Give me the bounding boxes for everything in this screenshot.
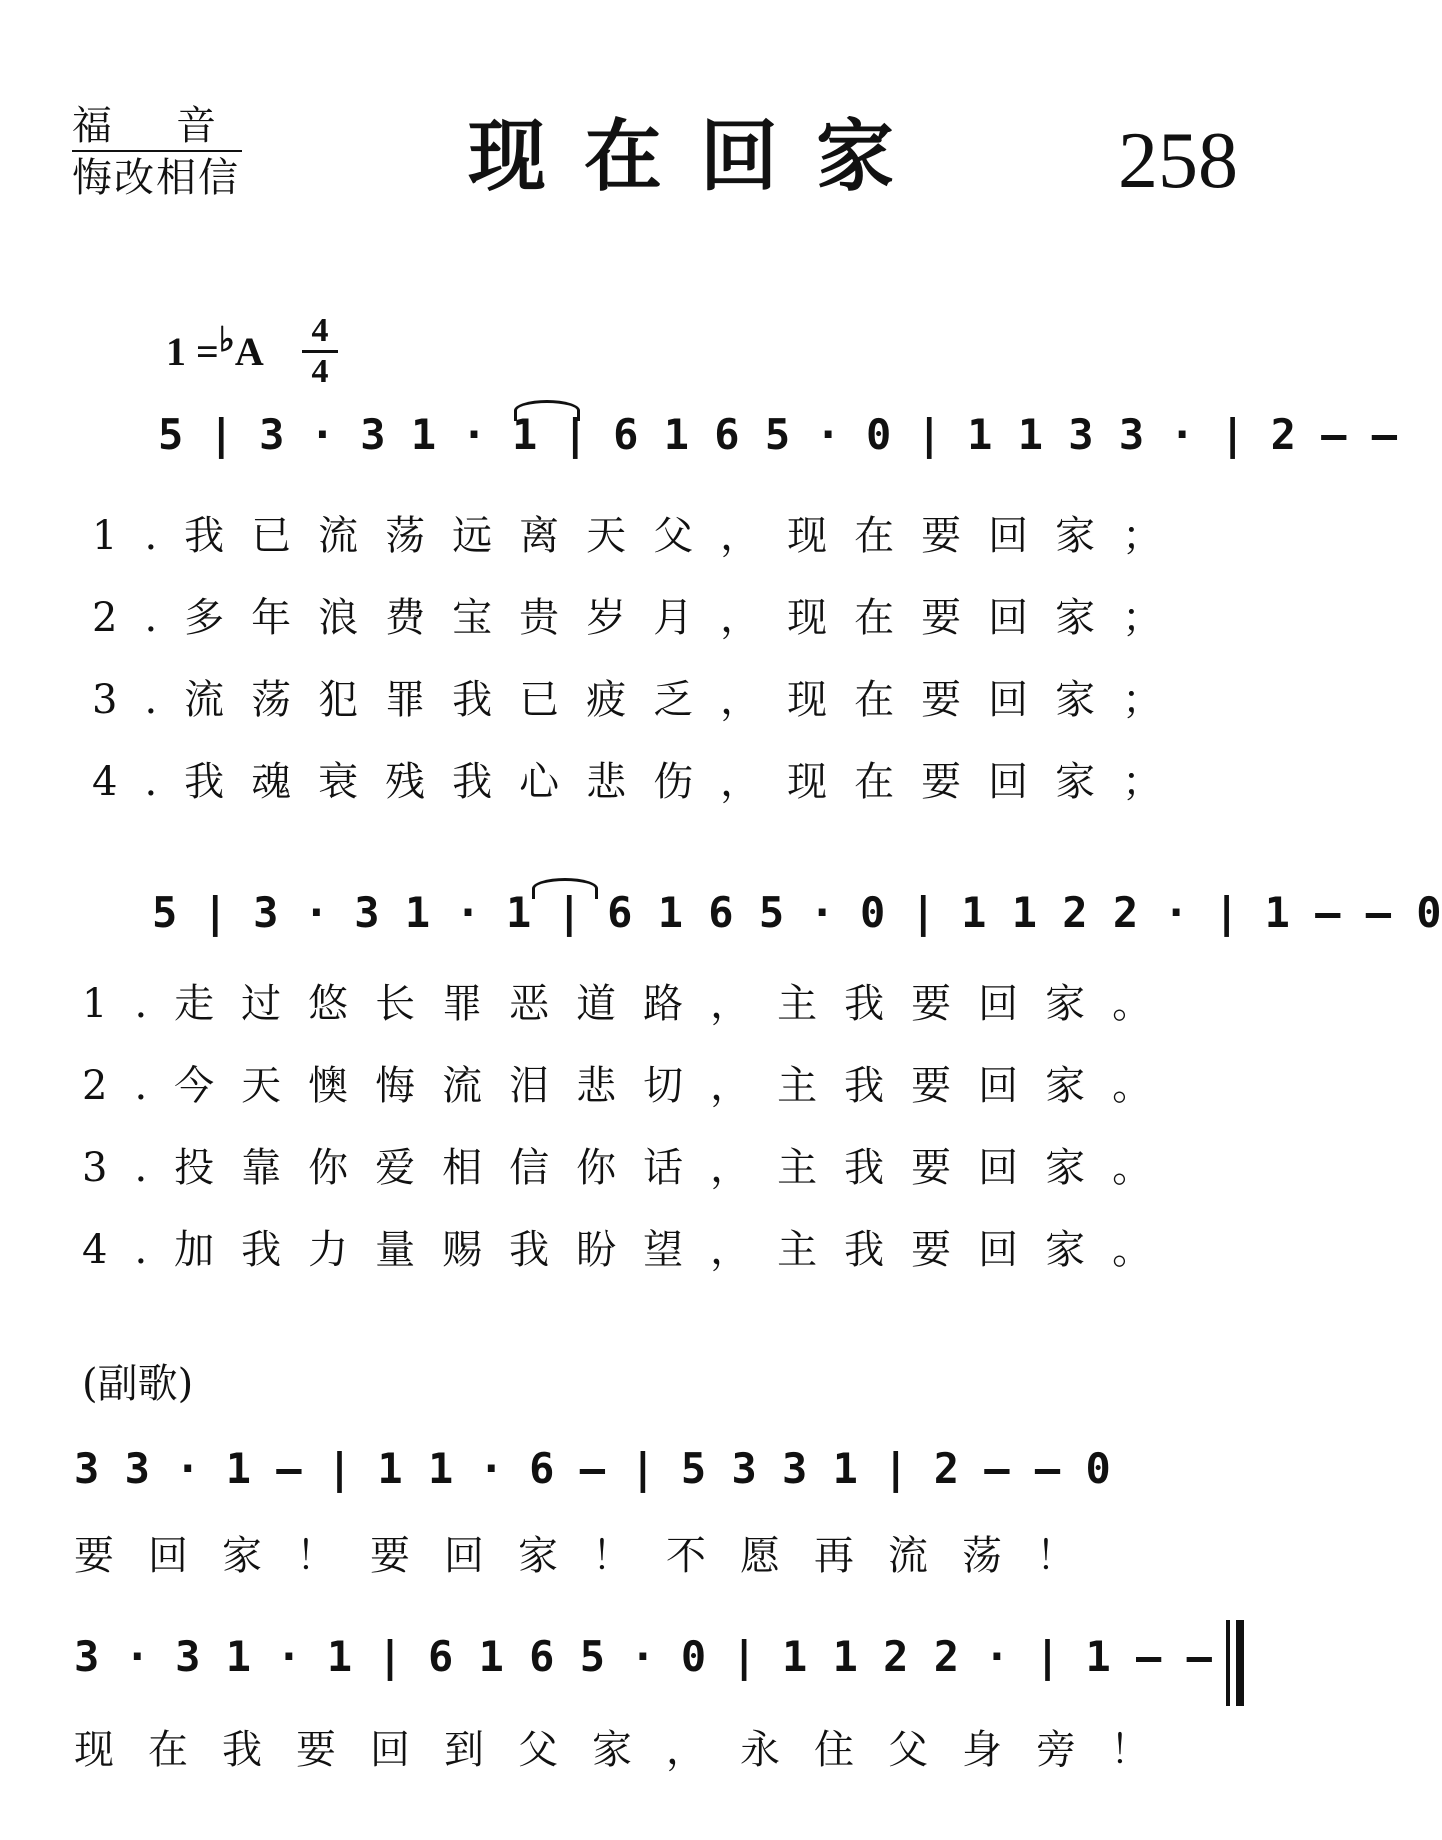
verse-line: 1.我已流荡远离天父，现在要回家；: [92, 513, 1190, 559]
hymn-number: 258: [1118, 117, 1238, 205]
key-note: A: [234, 329, 264, 374]
time-signature: [302, 314, 338, 389]
flat-icon: ♭: [218, 322, 235, 359]
slur-mark: [532, 878, 598, 899]
key-signature: [166, 322, 264, 375]
hymn-title: 现在回家: [468, 112, 933, 202]
time-bottom: 4: [311, 353, 329, 390]
music-line-1: 5 | 3 · 3 1 · 1 | 6 1 6 5 · 0 | 1 1 3 3 · | 2 – –: [158, 410, 1398, 459]
chorus-lyric-line-2: 现在我要回到父家，永住父身旁！: [74, 1727, 1184, 1773]
verse-line: 3.流荡犯罪我已疲乏，现在要回家；: [92, 677, 1190, 723]
verse-line: 2.多年浪费宝贵岁月，现在要回家；: [92, 595, 1190, 641]
verse-line: 3.投靠你爱相信你话，主我要回家。: [82, 1145, 1180, 1191]
final-barline-thin: [1226, 1620, 1230, 1706]
final-barline-thick: [1236, 1620, 1244, 1706]
chorus-label: (副歌): [82, 1361, 194, 1407]
chorus-music-line-1: 3 3 · 1 – | 1 1 · 6 – | 5 3 3 1 | 2 – – 0: [74, 1444, 1111, 1493]
key-prefix: 1 =: [166, 329, 219, 374]
verse-line: 4.我魂衰残我心悲伤，现在要回家；: [92, 759, 1190, 805]
chorus-music-line-2: 3 · 3 1 · 1 | 6 1 6 5 · 0 | 1 1 2 2 · | 1 – –: [74, 1632, 1212, 1681]
slur-mark: [514, 400, 580, 421]
verse-line: 2.今天懊悔流泪悲切，主我要回家。: [82, 1063, 1180, 1109]
verse-line: 1.走过悠长罪恶道路，主我要回家。: [82, 981, 1180, 1027]
category-divider: [72, 150, 242, 152]
time-top: 4: [311, 312, 329, 349]
music-line-2: 5 | 3 · 3 1 · 1 | 6 1 6 5 · 0 | 1 1 2 2 · | 1 – – 0: [152, 888, 1442, 937]
chorus-lyric-line-1: 要回家！要回家！不愿再流荡！: [74, 1533, 1110, 1579]
category-bottom: 悔改相信: [72, 155, 240, 201]
category-top: 福音: [72, 103, 280, 149]
verse-line: 4.加我力量赐我盼望，主我要回家。: [82, 1227, 1180, 1273]
